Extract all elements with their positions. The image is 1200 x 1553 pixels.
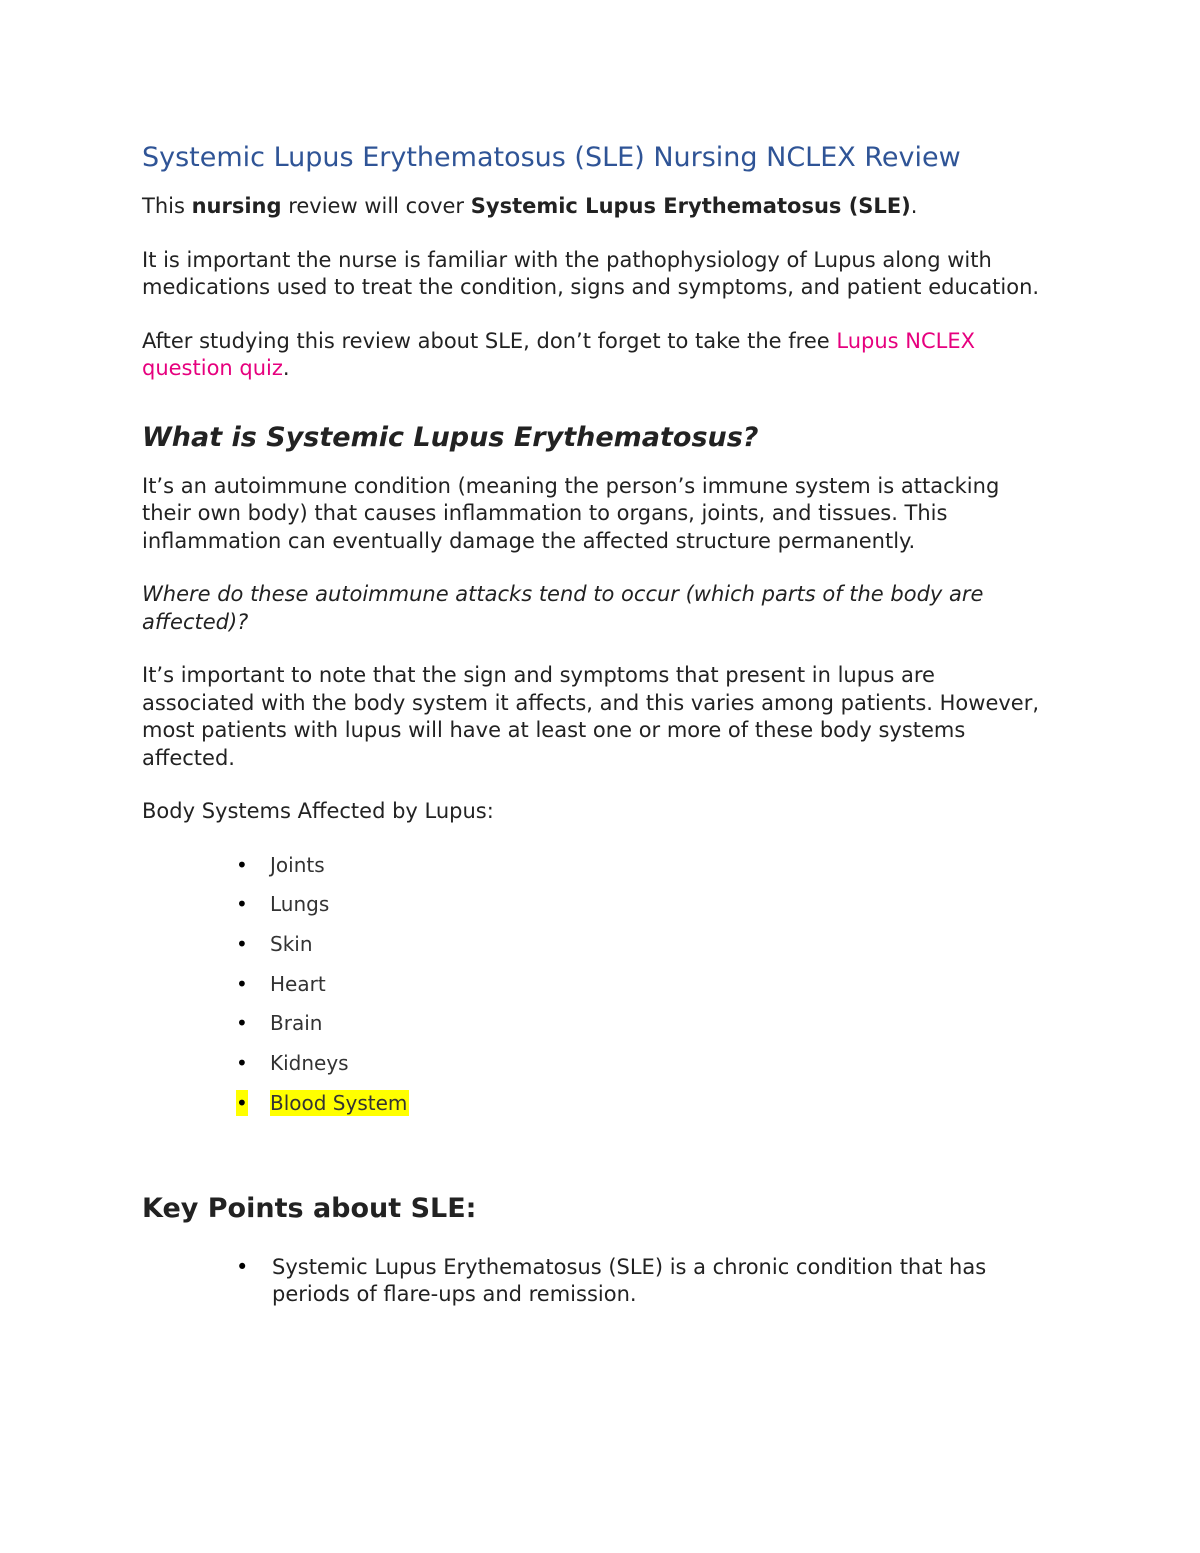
intro-text-1: This [142,194,192,218]
bullet-icon: • [236,1090,248,1115]
list-item [142,1254,1052,1309]
document-body [142,140,1052,1309]
bullet-icon: • [236,971,248,996]
bullet-icon: • [236,1011,248,1036]
key-points-list [142,1254,1052,1309]
note-paragraph: It’s important to note that the sign and symptoms that present in lupus are associated with the body system it affects, and this varies among patients. However, most patients with lupus will have at least one or more of these body systems affected. [142,663,1040,770]
list-item-label: Skin [270,931,313,956]
quiz-paragraph [142,328,1052,383]
quiz-text-before: After studying this review about SLE, don’t forget to take the free [142,328,837,353]
intro-text-2: review will cover [281,194,471,218]
important-paragraph: It is important the nurse is familiar with the pathophysiology of Lupus along with medications used to treat the condition, signs and symptoms, and patient education. [142,247,1040,299]
intro-bold-nursing: nursing [191,194,282,218]
list-item-label: Kidneys [270,1050,349,1075]
bullet-icon: • [236,1050,248,1075]
key-point-text: Systemic Lupus Erythematosus (SLE) is a chronic condition that has periods of flare-ups and remission. [272,1254,987,1307]
list-item-label: Lungs [270,892,330,917]
heading-key-points: Key Points about SLE: [142,1192,477,1224]
list-item-label: Heart [270,971,326,996]
list-item [142,1010,1052,1036]
body-systems-list [142,852,1052,1116]
bullet-icon: • [236,1254,249,1279]
list-item-label: Joints [270,852,325,877]
autoimmune-paragraph: It’s an autoimmune condition (meaning the person’s immune system is attacking their own body) that causes inflammation to organs, joints, and tissues. This inflammation can eventually damage the affected structure permanently. [142,473,1000,553]
list-item [142,971,1052,997]
body-systems-label: Body Systems Affected by Lupus: [142,799,494,823]
list-item-label-highlighted: Blood System [270,1090,408,1115]
list-item [142,1050,1052,1076]
quiz-text-after: . [282,356,290,380]
list-item [142,931,1052,957]
where-paragraph: Where do these autoimmune attacks tend to occur (which parts of the body are affected)? [142,582,984,634]
bullet-icon: • [236,892,248,917]
heading-what-is-sle: What is Systemic Lupus Erythematosus? [142,421,759,453]
bullet-icon: • [236,852,248,877]
list-item [142,891,1052,917]
page-title: Systemic Lupus Erythematosus (SLE) Nursing NCLEX Review [142,142,961,173]
list-item [142,852,1052,878]
bullet-icon: • [236,931,248,956]
intro-paragraph [142,193,1052,221]
intro-text-3: . [910,194,918,218]
list-item-highlighted [142,1090,1052,1116]
list-item-label: Brain [270,1011,323,1036]
intro-bold-sle: Systemic Lupus Erythematosus (SLE) [470,194,911,218]
quiz-link[interactable]: Lupus NCLEX question quiz [142,328,975,380]
